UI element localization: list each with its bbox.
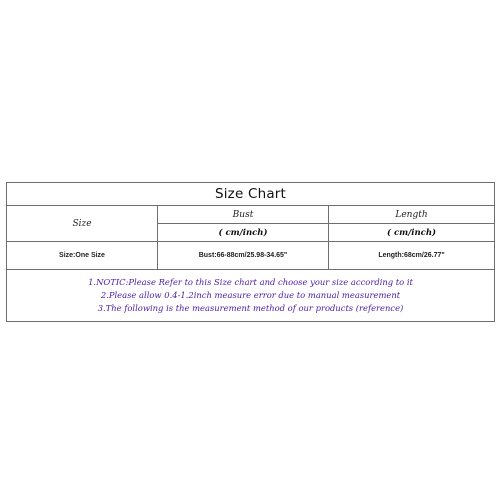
size-chart-table <box>6 182 495 322</box>
note-line: 2.Please allow 0.4-1.2inch measure error due to manual measurement <box>100 290 401 300</box>
notes-cell <box>7 270 495 322</box>
note-line: 1.NOTIC:Please Refer to this Size chart and choose your size according to it <box>88 277 413 287</box>
header-row <box>7 206 495 224</box>
table-row <box>7 242 495 270</box>
notes-row <box>7 270 495 322</box>
bust-unit: ( cm/inch) <box>158 224 329 242</box>
bust-value: Bust:66-88cm/25.98-34.65" <box>158 242 329 270</box>
bust-column-header: Bust <box>158 206 329 224</box>
size-column-header: Size <box>7 206 158 242</box>
note-line: 3.The following is the measurement method of our products (reference) <box>97 303 404 313</box>
length-unit: ( cm/inch) <box>329 224 495 242</box>
size-value: Size:One Size <box>7 242 158 270</box>
title-row <box>7 183 495 206</box>
size-chart-title: Size Chart <box>7 183 495 206</box>
length-column-header: Length <box>329 206 495 224</box>
length-value: Length:68cm/26.77" <box>329 242 495 270</box>
